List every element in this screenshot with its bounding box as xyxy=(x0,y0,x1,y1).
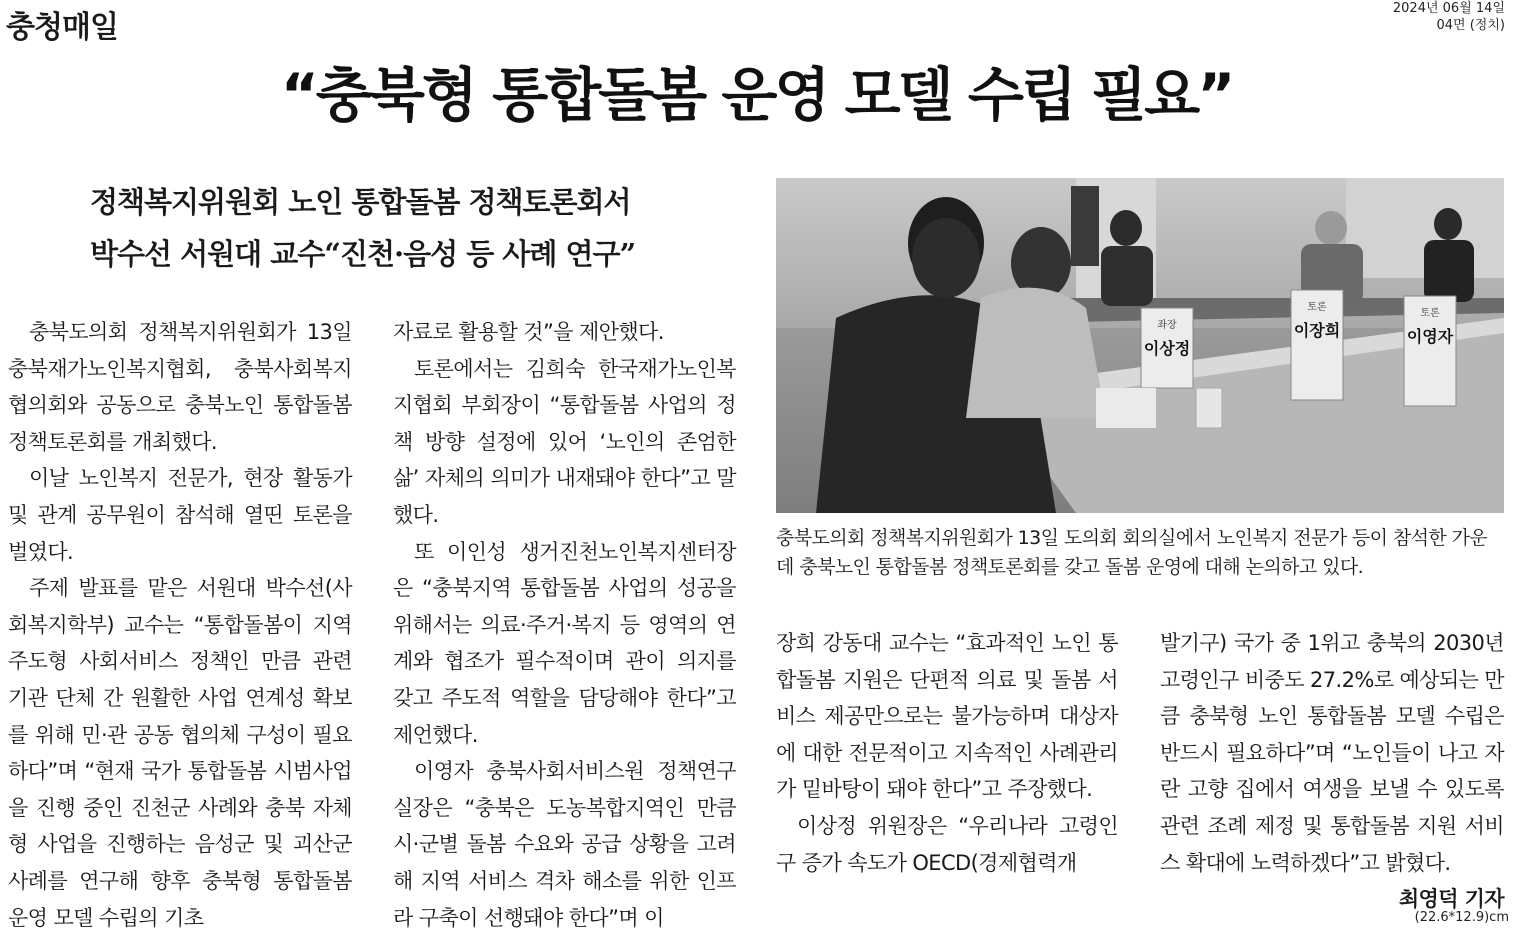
body-column-3 xyxy=(776,625,1118,881)
paragraph: 이영자 충북사회서비스원 정책연구실장은 “충북은 도농복합지역인 만큼 시·군별 돌봄 수요와 공급 상황을 고려해 지역 서비스 격차 해소를 위한 인프라 구축이 선행돼야 한다”며 이 xyxy=(393,759,736,930)
paragraph: 이상정 위원장은 “우리나라 고령인구 증가 속도가 OECD(경제협력개 xyxy=(776,813,1118,875)
body-column-1 xyxy=(8,314,352,936)
name-plate-name: 이영자 xyxy=(1406,327,1454,346)
paragraph xyxy=(1160,625,1504,912)
byline: 최영덕 기자 xyxy=(1398,887,1504,912)
paragraph: 또 이인성 생거진천노인복지센터장은 “충북지역 통합돌봄 사업의 성공을 위해서는 의료·주거·복지 등 영역의 연계와 협조가 필수적이며 관이 의지를 갖고 주도적 역할을 담당해야 한다”고 제언했다. xyxy=(393,539,736,747)
paragraph: 토론에서는 김희숙 한국재가노인복지협회 부회장이 “통합돌봄 사업의 정책 방향 설정에 있어 ‘노인의 존엄한 삶’ 자체의 의미가 내재돼야 한다”고 말했다. xyxy=(393,356,736,527)
photo-caption: 충북도의회 정책복지위원회가 13일 도의회 회의실에서 노인복지 전문가 등이 참석한 가운데 충북노인 통합돌봄 정책토론회를 갖고 돌봄 운영에 대해 논의하고 있다. xyxy=(776,527,1488,578)
body-column-4 xyxy=(1160,625,1504,918)
meeting-photo-illustration xyxy=(776,178,1504,513)
name-plate-name: 이상정 xyxy=(1143,339,1191,358)
paragraph-text: 발기구) 국가 중 1위고 충북의 2030년 고령인구 비중도 27.2%로 예상되는 만큼 충북형 노인 통합돌봄 모델 수립은 반드시 필요하다”며 “노인들이 나고 자란 고향 집에서 여생을 보낼 수 있도록 관련 조례 제정 및 통합돌봄 지원 서비스 확대에 노력하겠다”고 밝혔다. xyxy=(1160,631,1504,875)
name-plate-role: 토론 xyxy=(1307,302,1327,313)
issue-meta xyxy=(1393,0,1505,34)
paragraph: 충북도의회 정책복지위원회가 13일 충북재가노인복지협회, 충북사회복지협의회와 공동으로 충북노인 통합돌봄 정책토론회를 개최했다. xyxy=(8,320,352,454)
name-plate-role: 좌장 xyxy=(1157,320,1177,331)
article-headline: “충북형 통합돌봄 운영 모델 수립 필요” xyxy=(280,61,1233,129)
page-section: 04면 (정치) xyxy=(1436,18,1505,33)
subhead-line-2: 박수선 서원대 교수“진천·음성 등 사례 연구” xyxy=(90,237,636,271)
paragraph: 자료로 활용할 것”을 제안했다. xyxy=(393,320,664,344)
paragraph: 장희 강동대 교수는 “효과적인 노인 통합돌봄 지원은 단편적 의료 및 돌봄 서비스 제공만으로는 불가능하며 대상자에 대한 전문적이고 지속적인 사례관리가 밑바탕이 돼야 한다”고 주장했다. xyxy=(776,631,1118,802)
body-column-2 xyxy=(393,314,736,936)
name-plate-role: 토론 xyxy=(1420,308,1440,319)
article-subheads xyxy=(90,176,635,280)
newspaper-logo: 충청매일 xyxy=(6,10,118,45)
issue-date: 2024년 06월 14일 xyxy=(1392,1,1505,16)
paragraph: 주제 발표를 맡은 서원대 박수선(사회복지학부) 교수는 “통합돌봄이 지역주도형 사회서비스 정책인 만큼 관련 기관 단체 간 원활한 사업 연계성 확보를 위해 민·관 공동 협의체 구성이 필요하다”며 “현재 국가 통합돌봄 시범사업을 진행 중인 진천군 사례와 충북 자체형 사업을 진행하는 음성군 및 괴산군 사례를 연구해 향후 충북형 통합돌봄 운영 모델 수립의 기초 xyxy=(8,576,352,930)
flag-stand xyxy=(1071,186,1099,266)
name-plate-name: 이장희 xyxy=(1293,321,1341,340)
article-photo xyxy=(776,178,1504,513)
size-note: (22.6*12.9)cm xyxy=(1414,910,1509,925)
paragraph: 이날 노인복지 전문가, 현장 활동가 및 관계 공무원이 참석해 열띤 토론을 벌였다. xyxy=(8,466,352,564)
subhead-line-1: 정책복지위원회 노인 통합돌봄 정책토론회서 xyxy=(90,185,631,219)
